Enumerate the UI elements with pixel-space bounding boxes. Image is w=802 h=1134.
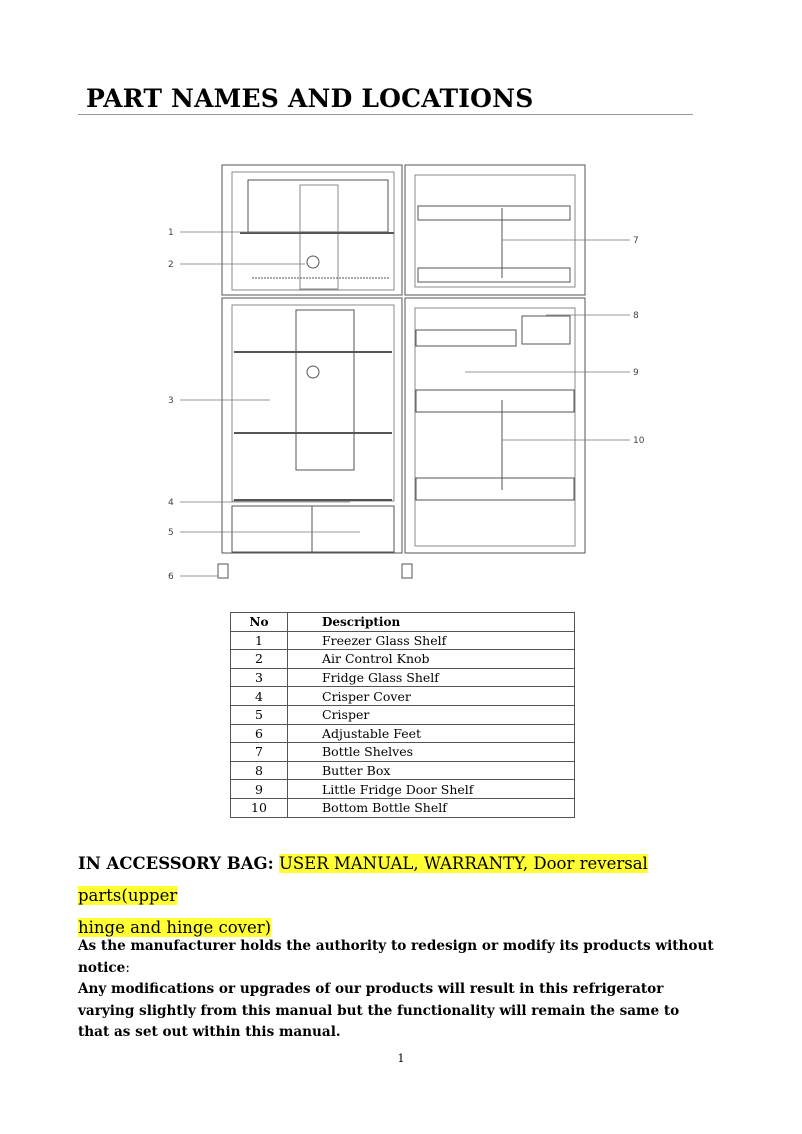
column-header-no: No bbox=[231, 613, 288, 632]
part-description: Bottle Shelves bbox=[288, 743, 575, 762]
callout-3: 3 bbox=[168, 396, 174, 406]
callout-2: 2 bbox=[168, 260, 174, 270]
part-description: Adjustable Feet bbox=[288, 724, 575, 743]
bottle-shelf-upper bbox=[418, 206, 570, 220]
bottom-bottle-shelf-upper bbox=[416, 390, 574, 412]
butter-box bbox=[522, 316, 570, 344]
part-number: 2 bbox=[231, 650, 288, 669]
notice-line bbox=[78, 958, 738, 980]
fridge-control-panel bbox=[296, 310, 354, 470]
notice-line: that as set out within this manual. bbox=[78, 1024, 341, 1040]
callout-5: 5 bbox=[168, 528, 174, 538]
bottle-shelf-lower bbox=[418, 268, 570, 282]
callout-4: 4 bbox=[168, 498, 174, 508]
table-row bbox=[231, 743, 575, 762]
part-number: 3 bbox=[231, 668, 288, 687]
table-row bbox=[231, 780, 575, 799]
table-header-row bbox=[231, 613, 575, 632]
callout-8: 8 bbox=[633, 311, 639, 321]
air-control-knob bbox=[307, 256, 319, 268]
table-row bbox=[231, 798, 575, 817]
parts-table bbox=[230, 612, 575, 818]
part-description: Butter Box bbox=[288, 761, 575, 780]
callout-9: 9 bbox=[633, 368, 639, 378]
accessory-contents-line2: hinge and hinge cover) bbox=[78, 918, 272, 937]
part-description: Air Control Knob bbox=[288, 650, 575, 669]
page-number: 1 bbox=[397, 1052, 405, 1065]
part-description: Crisper bbox=[288, 705, 575, 724]
freezer-vent-panel bbox=[248, 180, 388, 232]
table-row bbox=[231, 687, 575, 706]
adjustable-foot-left bbox=[218, 564, 228, 578]
little-fridge-door-shelf bbox=[416, 330, 516, 346]
fridge-door bbox=[405, 298, 585, 553]
table-row bbox=[231, 650, 575, 669]
part-number: 5 bbox=[231, 705, 288, 724]
notice-line: As the manufacturer holds the authority to redesign or modify its products without bbox=[78, 938, 714, 954]
callout-1: 1 bbox=[168, 228, 174, 238]
table-row bbox=[231, 631, 575, 650]
part-number: 9 bbox=[231, 780, 288, 799]
manufacturer-notice bbox=[78, 936, 738, 1044]
crisper bbox=[232, 506, 394, 552]
notice-line: Any modifications or upgrades of our products will result in this refrigerator bbox=[78, 981, 664, 997]
part-number: 6 bbox=[231, 724, 288, 743]
column-header-description: Description bbox=[288, 613, 575, 632]
accessory-label: IN ACCESSORY BAG: bbox=[78, 854, 274, 873]
part-number: 1 bbox=[231, 631, 288, 650]
callout-7: 7 bbox=[633, 236, 639, 246]
accessory-bag-section bbox=[78, 848, 718, 944]
table-row bbox=[231, 705, 575, 724]
part-description: Crisper Cover bbox=[288, 687, 575, 706]
table-row bbox=[231, 668, 575, 687]
table-row bbox=[231, 724, 575, 743]
notice-colon: : bbox=[125, 959, 130, 976]
table-row bbox=[231, 761, 575, 780]
accessory-contents-line1: USER MANUAL, WARRANTY, Door reversal parts(upper bbox=[78, 854, 648, 905]
part-number: 8 bbox=[231, 761, 288, 780]
bottom-bottle-shelf-lower bbox=[416, 478, 574, 500]
refrigerator-diagram bbox=[160, 150, 660, 590]
callout-10: 10 bbox=[633, 436, 645, 446]
part-description: Freezer Glass Shelf bbox=[288, 631, 575, 650]
adjustable-foot-right bbox=[402, 564, 412, 578]
part-number: 7 bbox=[231, 743, 288, 762]
part-number: 10 bbox=[231, 798, 288, 817]
callout-6: 6 bbox=[168, 572, 174, 582]
freezer-door bbox=[405, 165, 585, 295]
notice-line: varying slightly from this manual but the functionality will remain the same to bbox=[78, 1002, 680, 1019]
part-description: Little Fridge Door Shelf bbox=[288, 780, 575, 799]
part-description: Bottom Bottle Shelf bbox=[288, 798, 575, 817]
page-title: PART NAMES AND LOCATIONS bbox=[86, 84, 534, 113]
part-description: Fridge Glass Shelf bbox=[288, 668, 575, 687]
title-underline bbox=[78, 114, 693, 115]
part-number: 4 bbox=[231, 687, 288, 706]
notice-word: notice bbox=[78, 959, 126, 976]
